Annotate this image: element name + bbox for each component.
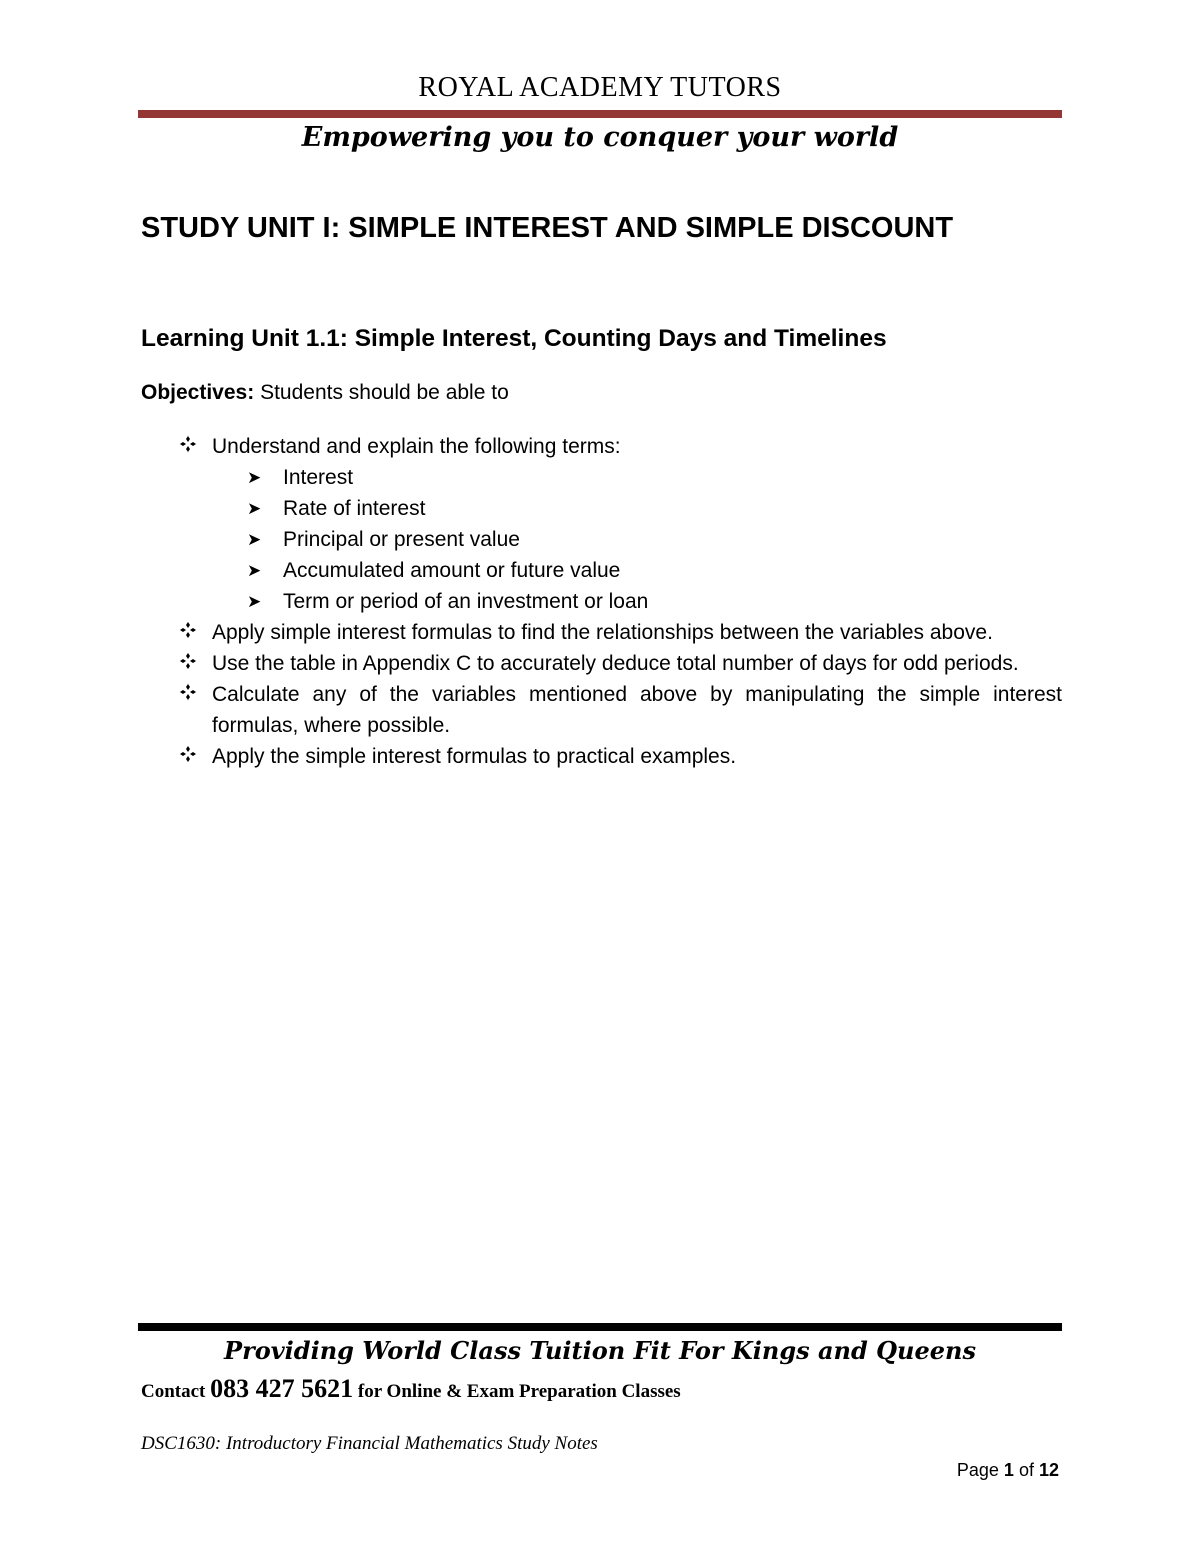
list-item <box>141 648 1062 679</box>
list-item-text: Apply simple interest formulas to find the relationships between the variables above. <box>212 621 993 644</box>
learning-unit-title: Learning Unit 1.1: Simple Interest, Counting Days and Timelines <box>141 325 887 352</box>
arrow-right-icon: ➤ <box>247 468 262 487</box>
footer-rule <box>138 1323 1062 1331</box>
arrow-right-icon: ➤ <box>247 561 262 580</box>
header-rule <box>138 110 1062 118</box>
objectives-text: Students should be able to <box>260 381 509 404</box>
diamond-dots-icon <box>177 741 199 772</box>
arrow-right-icon: ➤ <box>247 592 262 611</box>
diamond-dots-icon <box>177 679 199 710</box>
sub-list-item <box>141 586 1062 617</box>
list-item <box>141 431 1062 462</box>
diamond-dots-icon <box>177 648 199 679</box>
page-current: 1 <box>1003 1460 1014 1480</box>
page-total: 12 <box>1038 1460 1059 1480</box>
footer-tagline: Providing World Class Tuition Fit For Kings and Queens <box>224 1336 976 1365</box>
arrow-right-icon: ➤ <box>247 499 262 518</box>
page-of: of <box>1018 1460 1034 1480</box>
list-item-text: Use the table in Appendix C to accurately deduce total number of days for odd periods. <box>212 652 1019 675</box>
sub-list-item <box>141 493 1062 524</box>
list-item-text: Apply the simple interest formulas to practical examples. <box>212 745 737 768</box>
page-label: Page <box>956 1460 999 1480</box>
diamond-dots-icon <box>177 617 199 648</box>
list-item <box>141 679 1062 741</box>
sub-list-item <box>141 462 1062 493</box>
contact-line <box>141 1374 681 1404</box>
header-title: ROYAL ACADEMY TUTORS <box>418 72 782 103</box>
objectives-line <box>141 381 509 405</box>
objectives-list <box>141 431 1062 772</box>
course-name: DSC1630: Introductory Financial Mathematics Study Notes <box>141 1433 598 1454</box>
header-tagline: Empowering you to conquer your world <box>301 122 899 153</box>
contact-phone: 083 427 5621 <box>210 1374 354 1403</box>
sub-list-item <box>141 524 1062 555</box>
sub-list-item-text: Principal or present value <box>283 528 520 551</box>
sub-list-item-text: Accumulated amount or future value <box>283 559 621 582</box>
sub-list-item-text: Interest <box>283 466 354 489</box>
list-item <box>141 741 1062 772</box>
study-unit-title: STUDY UNIT I: SIMPLE INTEREST AND SIMPLE DISCOUNT <box>141 212 954 244</box>
objectives-label: Objectives: <box>141 381 255 404</box>
list-item-text: Understand and explain the following terms: <box>212 435 621 458</box>
sub-list-item-text: Term or period of an investment or loan <box>283 590 649 613</box>
list-item-text: Calculate any of the variables mentioned above by manipulating the simple interest formulas, where possible. <box>212 683 1062 737</box>
contact-suffix: for Online & Exam Preparation Classes <box>357 1381 681 1402</box>
list-item <box>141 617 1062 648</box>
sub-list-item-text: Rate of interest <box>283 497 426 520</box>
page-number <box>957 1460 1059 1481</box>
arrow-right-icon: ➤ <box>247 530 262 549</box>
diamond-dots-icon <box>177 431 199 462</box>
sub-list-item <box>141 555 1062 586</box>
contact-prefix: Contact <box>141 1381 206 1402</box>
